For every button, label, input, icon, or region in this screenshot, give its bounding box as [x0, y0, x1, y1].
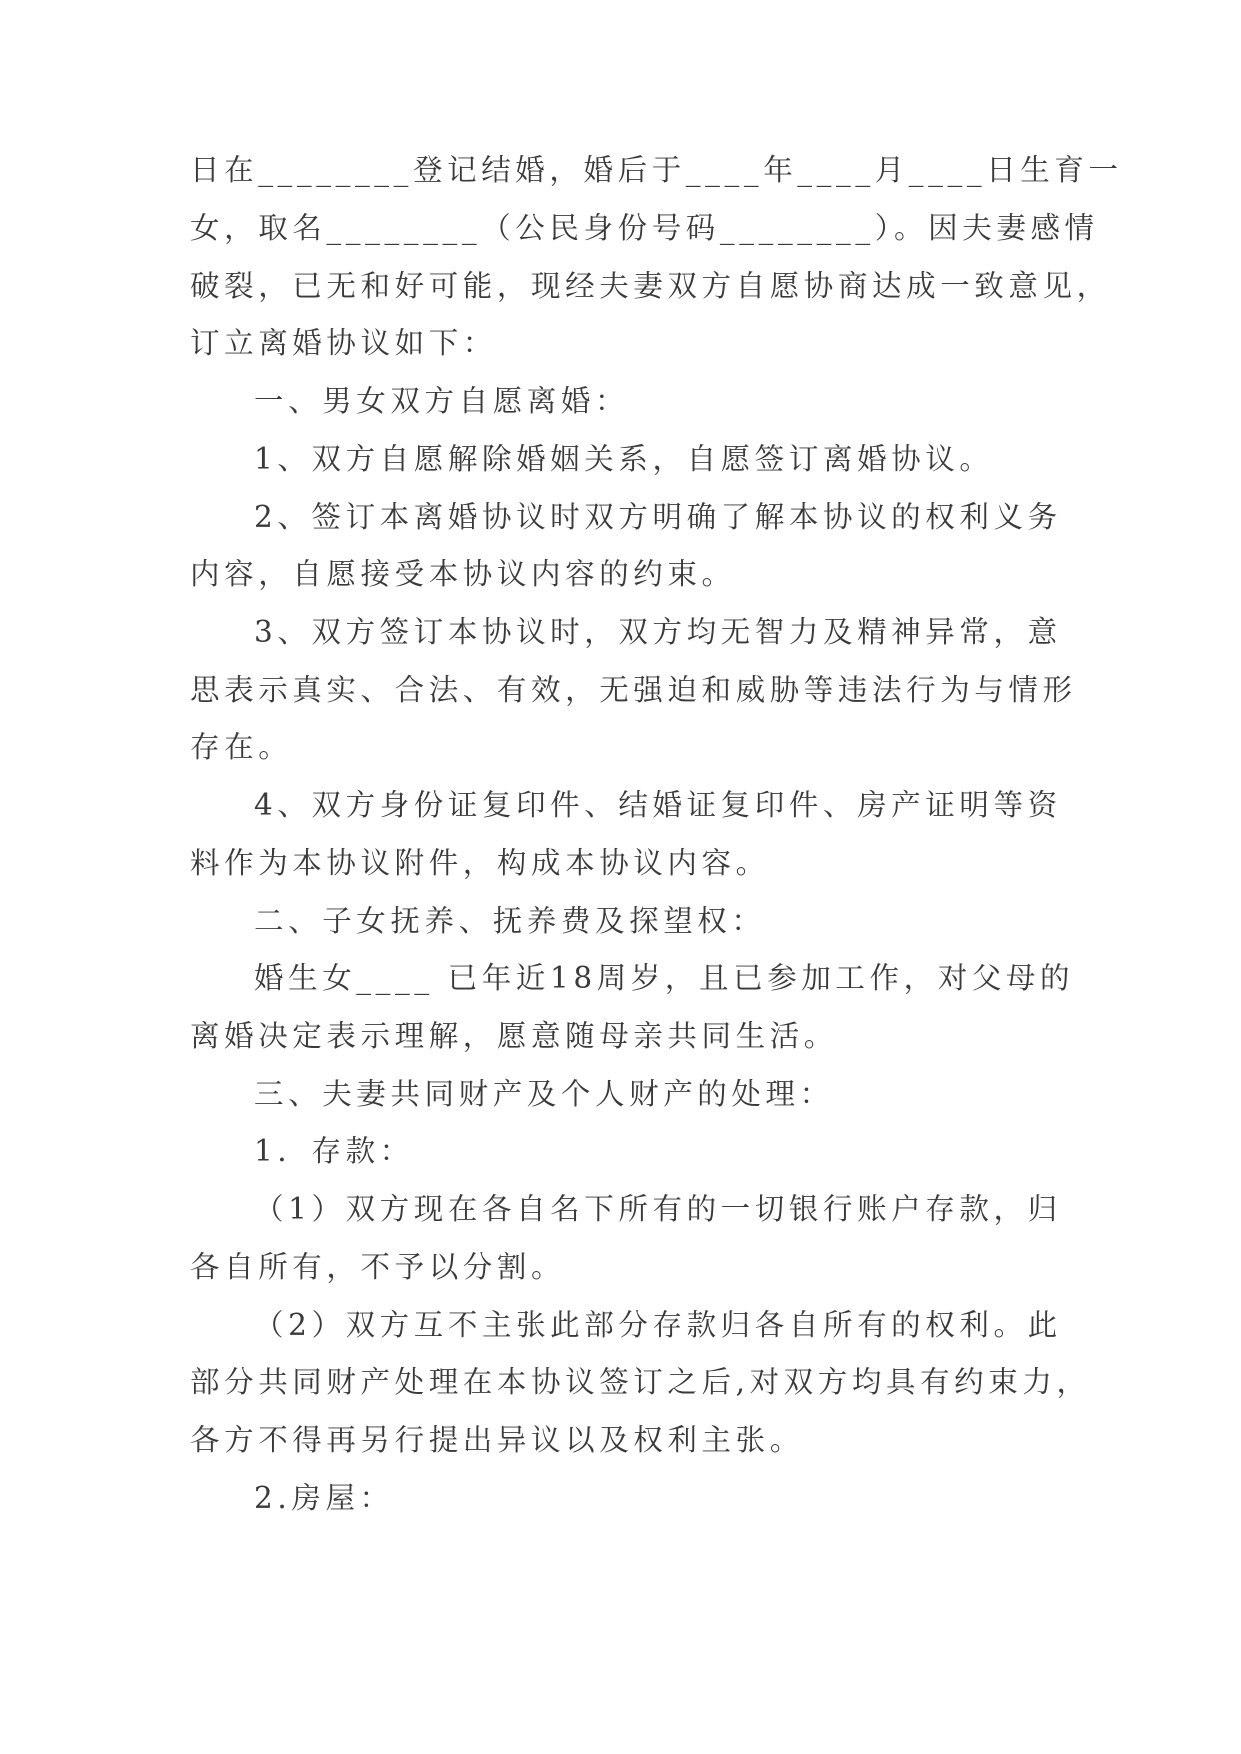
text-line-1: 日在________登记结婚，婚后于____年____月____日生育一	[190, 153, 1123, 187]
text-line-24: 2.房屋：	[254, 1481, 394, 1515]
text-line-16: 离婚决定表示理解，愿意随母亲共同生活。	[190, 1019, 838, 1053]
text-line-15: 婚生女____ 已年近18周岁，且已参加工作，对父母的	[254, 961, 1075, 995]
text-line-22: 部分共同财产处理在本协议签订之后,对双方均具有约束力，	[190, 1365, 1091, 1399]
text-line-6: 1、双方自愿解除婚姻关系，自愿签订离婚协议。	[254, 442, 994, 476]
text-line-11: 存在。	[190, 730, 293, 764]
text-line-20: 各自所有，不予以分割。	[190, 1250, 566, 1284]
text-line-23: 各方不得再另行提出异议以及权利主张。	[190, 1423, 804, 1457]
text-line-21: （2）双方互不主张此部分存款归各自所有的权利。此	[254, 1308, 1062, 1342]
section-heading-3: 三、夫妻共同财产及个人财产的处理：	[254, 1077, 834, 1111]
text-line-10: 思表示真实、合法、有效，无强迫和威胁等违法行为与情形	[190, 673, 1077, 707]
text-line-2: 女，取名________（公民身份号码________）。因夫妻感情	[190, 211, 1099, 245]
text-line-8: 内容，自愿接受本协议内容的约束。	[190, 557, 736, 591]
text-line-18: 1．存款：	[254, 1134, 414, 1168]
section-heading-2: 二、子女抚养、抚养费及探望权：	[254, 904, 766, 938]
text-line-9: 3、双方签订本协议时，双方均无智力及精神异常，意	[254, 615, 1062, 649]
text-line-4: 订立离婚协议如下：	[190, 326, 497, 360]
section-heading-1: 一、男女双方自愿离婚：	[254, 384, 630, 418]
text-line-7: 2、签订本离婚协议时双方明确了解本协议的权利义务	[254, 500, 1062, 534]
text-line-13: 料作为本协议附件，构成本协议内容。	[190, 846, 770, 880]
text-line-3: 破裂，已无和好可能，现经夫妻双方自愿协商达成一致意见，	[190, 269, 1111, 303]
text-line-19: （1）双方现在各自名下所有的一切银行账户存款，归	[254, 1192, 1062, 1226]
text-line-12: 4、双方身份证复印件、结婚证复印件、房产证明等资	[254, 788, 1062, 822]
